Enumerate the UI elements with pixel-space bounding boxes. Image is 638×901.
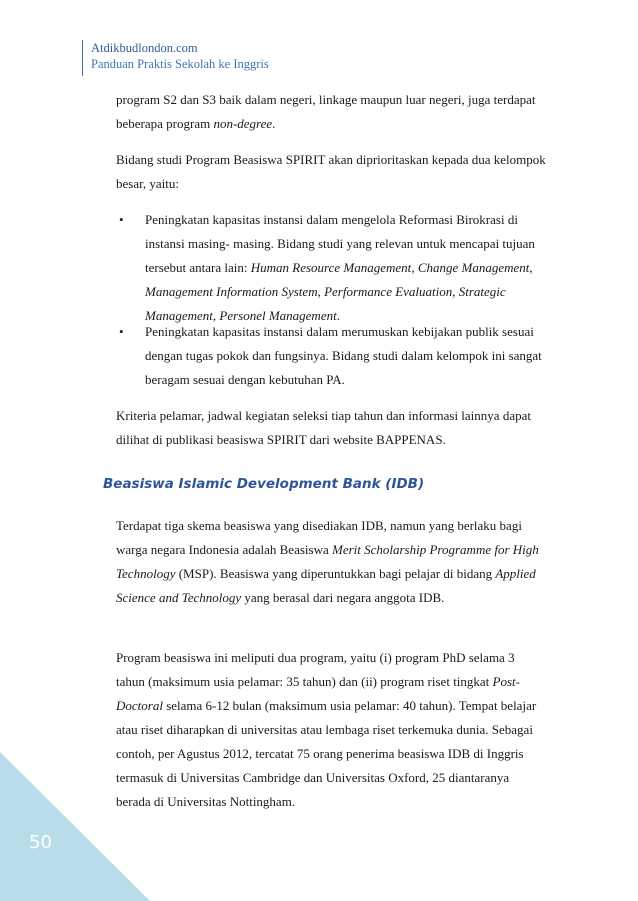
page-number: 50 xyxy=(29,832,52,853)
header-subtitle: Panduan Praktis Sekolah ke Inggris xyxy=(91,57,269,71)
kriteria-paragraph: Kriteria pelamar, jadwal kegiatan seleksi tiap tahun dan informasi lainnya dapat dilihat di publikasi beasiswa SPIRIT dari website BAPPENAS. xyxy=(116,408,531,447)
bidang-paragraph: Bidang studi Program Beasiswa SPIRIT akan diprioritaskan kepada dua kelompok besar, yaitu: xyxy=(116,152,546,191)
list-item xyxy=(119,208,549,328)
idb-paragraph-1: Terdapat tiga skema beasiswa yang disediakan IDB, namun yang berlaku bagi warga negara Indonesia adalah Beasiswa Merit Scholarship Programme for High Technology (MSP). Beasiswa yang diperuntukkan bagi pelajar di bidang Applied Science and Technology yang berasal dari negara anggota IDB. xyxy=(116,518,539,605)
bullet-icon: • xyxy=(119,212,124,227)
intro-text: program S2 dan S3 baik dalam negeri, linkage maupun luar negeri, juga terdapat beberapa program xyxy=(116,92,536,131)
list-item-text: Peningkatan kapasitas instansi dalam merumuskan kebijakan publik sesuai dengan tugas pokok dan fungsinya. Bidang studi dalam kelompok ini sangat beragam sesuai dengan kebutuhan PA. xyxy=(145,324,542,387)
corner-decoration xyxy=(0,752,150,901)
site-name: Atdikbudlondon.com xyxy=(91,41,198,55)
list-item xyxy=(119,320,549,392)
intro-paragraph xyxy=(116,88,546,136)
page-header xyxy=(82,40,269,76)
intro-end: . xyxy=(272,116,276,131)
idb-paragraph-2: Program beasiswa ini meliputi dua program, yaitu (i) program PhD selama 3 tahun (maksimum usia pelamar: 35 tahun) dan (ii) program riset tingkat Post-Doctoral selama 6-12 bulan (maksimum usia pelamar: 40 tahun). Tempat belajar atau riset diharapkan di universitas atau lembaga riset terkemuka dunia. Sebagai contoh, per Agustus 2012, tercatat 75 orang penerima beasiswa IDB di Inggris termasuk di Universitas Cambridge dan Universitas Oxford, 25 diantaranya berada di Universitas Nottingham. xyxy=(116,650,537,809)
section-heading: Beasiswa Islamic Development Bank (IDB) xyxy=(103,476,425,492)
list-item-text: Peningkatan kapasitas instansi dalam mengelola Reformasi Birokrasi di instansi masing- masing. Bidang studi yang relevan untuk mencapai tujuan tersebut antara lain: Human Resource Management, Change Management, Management Information System, Performance Evaluation, Strategic Management, Personel Management. xyxy=(145,212,535,323)
intro-em: non-degree xyxy=(213,116,273,131)
bullet-icon: • xyxy=(119,324,124,339)
